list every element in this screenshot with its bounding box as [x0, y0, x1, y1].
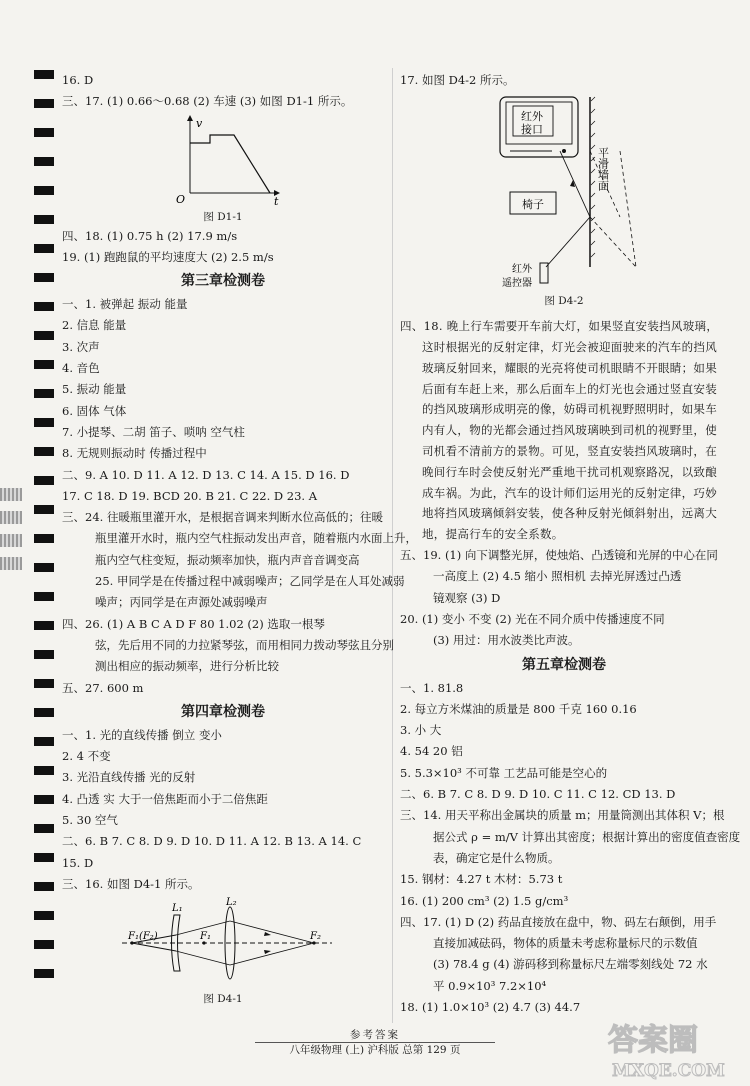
lens-label-l2: L₂: [226, 897, 237, 909]
remote-label-line1: 红外: [512, 264, 532, 276]
chapter-3-title: 第三章检测卷: [181, 273, 265, 290]
answer-line: 镜观察 (3) D: [433, 590, 501, 605]
chapter-5-title: 第五章检测卷: [522, 656, 606, 673]
tv-label-line1: 红外: [521, 110, 543, 124]
axis-label-o: O: [176, 192, 186, 205]
answer-line: 二、9. A 10. D 11. A 12. D 13. C 14. A 15. D 16. D: [62, 467, 350, 482]
figure-caption: 图 D4-2: [544, 295, 584, 308]
answer-line: 三、17. (1) 0.66～0.68 (2) 车速 (3) 如图 D1-1 所示。: [62, 94, 353, 109]
answer-line: 6. 固体 气体: [62, 403, 127, 418]
answer-line: 5. 振动 能量: [62, 382, 127, 397]
answer-line: 4. 54 20 铝: [400, 744, 463, 759]
answer-line: 五、19. (1) 向下调整光屏，使烛焰、凸透镜和光屏的中心在同: [400, 548, 718, 563]
right-column: [400, 70, 741, 1018]
answer-line: 平 0.9×10³ 7.2×10⁴: [433, 978, 547, 993]
watermark-logo: [602, 1014, 742, 1082]
answer-line: 四、26. (1) A B C A D F 80 1.02 (2) 选取一根琴: [62, 616, 325, 631]
answer-line: 5. 5.3×10³ 不可靠 工艺品可能是空心的: [400, 765, 608, 780]
answer-line: 4. 音色: [62, 361, 100, 376]
answer-line: 测出相应的振动频率，进行分析比较: [95, 659, 279, 674]
answer-line: 噪声；丙同学是在声源处减弱噪声: [95, 595, 268, 610]
answer-line: 7. 小提琴、二胡 笛子、唢呐 空气柱: [62, 424, 245, 439]
answer-line: 3. 光沿直线传播 光的反射: [62, 770, 196, 785]
answer-line: 2. 每立方米煤油的质量是 800 千克 160 0.16: [400, 701, 637, 716]
answer-line: 一、1. 被弹起 振动 能量: [62, 297, 188, 312]
figure-d4-2-mirror-diagram: [400, 91, 728, 289]
answer-line: 17. 如图 D4-2 所示。: [400, 73, 515, 87]
answer-line: 15. 钢材：4.27 t 木材：5.73 t: [400, 872, 563, 887]
answer-line: 17. C 18. D 19. BCD 20. B 21. C 22. D 23. A: [62, 488, 318, 503]
figure-d4-1-lens-diagram: [62, 895, 384, 987]
answer-line: 3. 次声: [62, 339, 100, 354]
answer-line: 25. 甲同学是在传播过程中减弱噪声；乙同学是在人耳处减弱: [95, 574, 405, 589]
answer-line: 15. D: [62, 855, 94, 870]
focus-label-f2: F₂: [310, 931, 321, 943]
answer-line: 据公式 ρ = m/V 计算出其密度；根据计算出的密度值查密度: [433, 829, 741, 844]
answer-line: 弦，先后用不同的力拉紧琴弦，而用相同力拨动琴弦且分别: [95, 637, 394, 652]
figure-caption: 图 D4-1: [203, 993, 243, 1006]
answer-line: 一、1. 光的直线传播 倒立 变小: [62, 727, 222, 742]
answer-line: 一、1. 81.8: [400, 680, 464, 695]
answer-line: 三、24. 往暖瓶里灌开水，是根据音调来判断水位高低的；往暖: [62, 510, 383, 525]
footer-title: 参考答案: [350, 1029, 400, 1041]
svg-text:答案圈: 答案圈: [608, 1023, 698, 1058]
answer-line: 20. (1) 变小 不变 (2) 光在不同介质中传播速度不同: [400, 611, 665, 626]
answer-line: 16. (1) 200 cm³ (2) 1.5 g/cm³: [400, 893, 569, 908]
answer-line: 5. 30 空气: [62, 813, 118, 828]
answer-line: 4. 凸透 实 大于一倍焦距而小于二倍焦距: [62, 791, 268, 806]
answer-line: 19. (1) 跑跑鼠的平均速度大 (2) 2.5 m/s: [62, 249, 274, 264]
answer-line: 表，确定它是什么物质。: [433, 850, 560, 865]
axis-label-v: v: [196, 116, 203, 130]
answer-line: 瓶里灌开水时，瓶内空气柱振动发出声音，随着瓶内水面上升，: [95, 531, 417, 546]
wall-label: 平滑墙面: [596, 147, 610, 192]
answer-line: 二、6. B 7. C 8. D 9. D 10. D 11. A 12. B 13. A 14. C: [62, 834, 362, 849]
answer-line: 二、6. B 7. C 8. D 9. D 10. C 11. C 12. CD 13. D: [400, 787, 676, 802]
answer-paragraph: 四、18. 晚上行车需要开车前大灯，如果竖直安装挡风玻璃，这时根据光的反射定律，灯光会被迎面驶来的汽车的挡风玻璃反射回来，耀眼的光亮将使司机眼睛不开眼睛；如果后面有车赶上来，那么后面车上的灯光也会通过竖直安装的挡风玻璃形成明亮的像，妨碍司机视野照明时，如果车内有人，物的光都会通过挡风玻璃映到司机的视野里，使司机看不清前方的景物。可见，竖直安装挡风玻璃时，在晚间行车时会使反射光严重地干扰司机观察路况，以致酿成车祸。为此，汽车的设计师们运用光的反射定律，巧妙地将挡风玻璃倾斜安装，使各种反射光倾斜射出，远离大地，提高行车的安全系数。: [400, 319, 719, 542]
chair-label: 椅子: [522, 198, 544, 212]
answer-line: (3) 78.4 g (4) 游码移到称量标尺左端零刻线处 72 水: [433, 957, 708, 972]
side-tab-bars: [0, 488, 22, 588]
answer-line: 瓶内空气柱变短，振动频率加快，瓶内声音音调变高: [95, 552, 360, 567]
lens-label-l1: L₁: [172, 903, 183, 915]
left-column: [62, 70, 417, 1008]
answer-line: 16. D: [62, 73, 94, 87]
axis-label-t: t: [274, 194, 279, 205]
footer-page-info: 八年级物理 (上) 沪科版 总第 129 页: [289, 1044, 461, 1056]
answer-line: (3) 用过：用水波类比声波。: [433, 633, 580, 648]
answer-line: 一高度上 (2) 4.5 缩小 照相机 去掉光屏透过凸透: [433, 569, 682, 584]
answer-line: 四、17. (1) D (2) 药品直接放在盘中，物、码左右颠倒，用手: [400, 914, 717, 929]
answer-line: 8. 无规则振动时 传播过程中: [62, 446, 207, 461]
chapter-4-title: 第四章检测卷: [181, 703, 265, 720]
svg-text:MXQE.COM: MXQE.COM: [612, 1061, 725, 1081]
remote-label-line2: 遥控器: [502, 278, 532, 290]
answer-line: 3. 小 大: [400, 723, 442, 738]
answer-line: 直接加减砝码，物体的质量未考虑称量标尺的示数值: [433, 936, 698, 951]
figure-caption: 图 D1-1: [203, 210, 243, 223]
registration-marks: [34, 70, 56, 998]
answer-line: 18. (1) 1.0×10³ (2) 4.7 (3) 44.7: [400, 1000, 581, 1014]
answer-line: 四、18. (1) 0.75 h (2) 17.9 m/s: [62, 228, 238, 243]
answer-line: 2. 信息 能量: [62, 318, 127, 333]
figure-d1-1-graph: [62, 113, 384, 205]
answer-line: 2. 4 不变: [62, 749, 111, 764]
answer-line: 五、27. 600 m: [62, 680, 144, 695]
tv-label-line2: 接口: [521, 123, 543, 137]
answer-line: 三、16. 如图 D4-1 所示。: [62, 876, 200, 891]
focus-label-f1f2: F₁(F₂): [128, 931, 158, 943]
answer-line: 三、14. 用天平称出金属块的质量 m；用量筒测出其体积 V；根: [400, 808, 725, 823]
focus-label-f1: F₁: [200, 931, 211, 943]
